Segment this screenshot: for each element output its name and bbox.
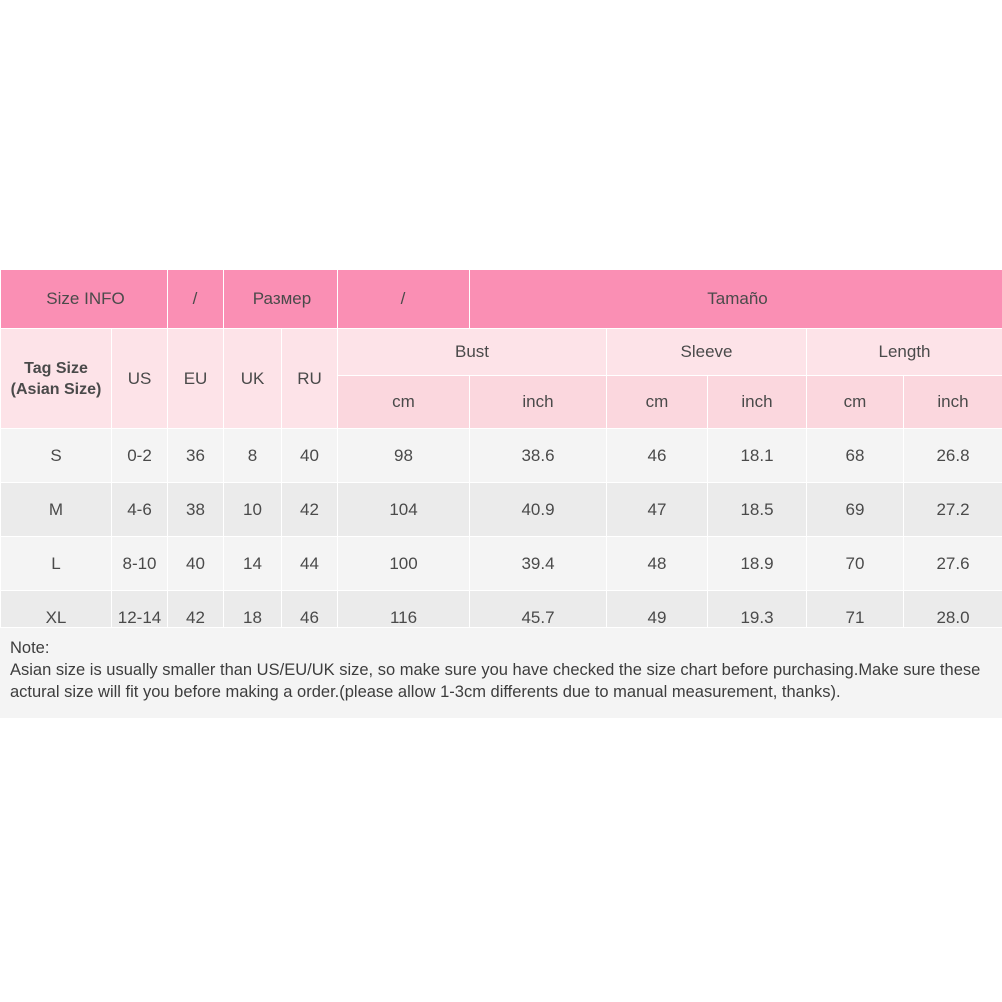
cell-length-cm: 69 (807, 483, 904, 537)
title-razmer (224, 270, 338, 329)
header-length-cm: cm (807, 376, 904, 429)
header-sleeve-inch: inch (708, 376, 807, 429)
cell-ru: 42 (282, 483, 338, 537)
cell-bust-inch: 45.7 (470, 591, 607, 645)
cell-eu: 42 (168, 591, 224, 645)
cell-bust-cm: 100 (338, 537, 470, 591)
header-tag-size (1, 329, 112, 429)
note-text: Asian size is usually smaller than US/EU/UK size, so make sure you have checked the size chart before purchasing.Make sure these actural size will fit you before making a order.(please allow 1-3cm differents due to manual measurement, thanks). (10, 660, 981, 701)
header-tag-size-line2: (Asian Size) (10, 380, 102, 398)
header-bust-inch: inch (470, 376, 607, 429)
cell-sleeve-inch: 19.3 (708, 591, 807, 645)
header-sleeve-cm: cm (607, 376, 708, 429)
header-row-groups (1, 329, 1002, 376)
cell-sleeve-cm: 48 (607, 537, 708, 591)
cell-length-inch: 27.2 (904, 483, 1002, 537)
cell-length-inch: 28.0 (904, 591, 1002, 645)
cell-tag-size: S (1, 429, 112, 483)
title-size-info-label: Size INFO (46, 289, 125, 308)
cell-sleeve-inch: 18.1 (708, 429, 807, 483)
title-band-row (1, 270, 1002, 329)
cell-sleeve-inch: 18.5 (708, 483, 807, 537)
title-tamano (470, 270, 1002, 329)
header-eu: EU (168, 329, 224, 429)
cell-bust-inch: 40.9 (470, 483, 607, 537)
header-length-inch: inch (904, 376, 1002, 429)
cell-bust-cm: 104 (338, 483, 470, 537)
header-ru: RU (282, 329, 338, 429)
table-row (1, 429, 1002, 483)
cell-us: 0-2 (112, 429, 168, 483)
cell-ru: 46 (282, 591, 338, 645)
title-separator-1: / (168, 270, 224, 329)
header-tag-size-line1: Tag Size (24, 359, 88, 377)
cell-uk: 8 (224, 429, 282, 483)
cell-eu: 38 (168, 483, 224, 537)
cell-eu: 36 (168, 429, 224, 483)
cell-uk: 14 (224, 537, 282, 591)
header-us: US (112, 329, 168, 429)
note-label: Note: (10, 639, 50, 657)
header-length: Length (807, 329, 1002, 376)
header-bust-cm: cm (338, 376, 470, 429)
note-block (0, 627, 1002, 718)
cell-tag-size: L (1, 537, 112, 591)
size-table (0, 269, 1002, 645)
cell-length-inch: 27.6 (904, 537, 1002, 591)
title-razmer-label: Размер (252, 289, 312, 308)
title-tamano-label: Tamaño (707, 289, 768, 308)
cell-us: 4-6 (112, 483, 168, 537)
cell-bust-cm: 98 (338, 429, 470, 483)
cell-sleeve-inch: 18.9 (708, 537, 807, 591)
cell-uk: 10 (224, 483, 282, 537)
cell-tag-size: XL (1, 591, 112, 645)
cell-uk: 18 (224, 591, 282, 645)
cell-tag-size: M (1, 483, 112, 537)
cell-length-cm: 71 (807, 591, 904, 645)
cell-us: 8-10 (112, 537, 168, 591)
header-sleeve: Sleeve (607, 329, 807, 376)
cell-length-cm: 68 (807, 429, 904, 483)
cell-sleeve-cm: 47 (607, 483, 708, 537)
header-uk: UK (224, 329, 282, 429)
table-row (1, 483, 1002, 537)
cell-ru: 44 (282, 537, 338, 591)
cell-us: 12-14 (112, 591, 168, 645)
cell-ru: 40 (282, 429, 338, 483)
cell-bust-cm: 116 (338, 591, 470, 645)
title-separator-2: / (338, 270, 470, 329)
cell-length-inch: 26.8 (904, 429, 1002, 483)
cell-sleeve-cm: 49 (607, 591, 708, 645)
title-size-info (1, 270, 168, 329)
cell-length-cm: 70 (807, 537, 904, 591)
cell-sleeve-cm: 46 (607, 429, 708, 483)
cell-bust-inch: 38.6 (470, 429, 607, 483)
header-bust: Bust (338, 329, 607, 376)
size-chart (0, 269, 1002, 645)
table-row (1, 537, 1002, 591)
cell-eu: 40 (168, 537, 224, 591)
cell-bust-inch: 39.4 (470, 537, 607, 591)
